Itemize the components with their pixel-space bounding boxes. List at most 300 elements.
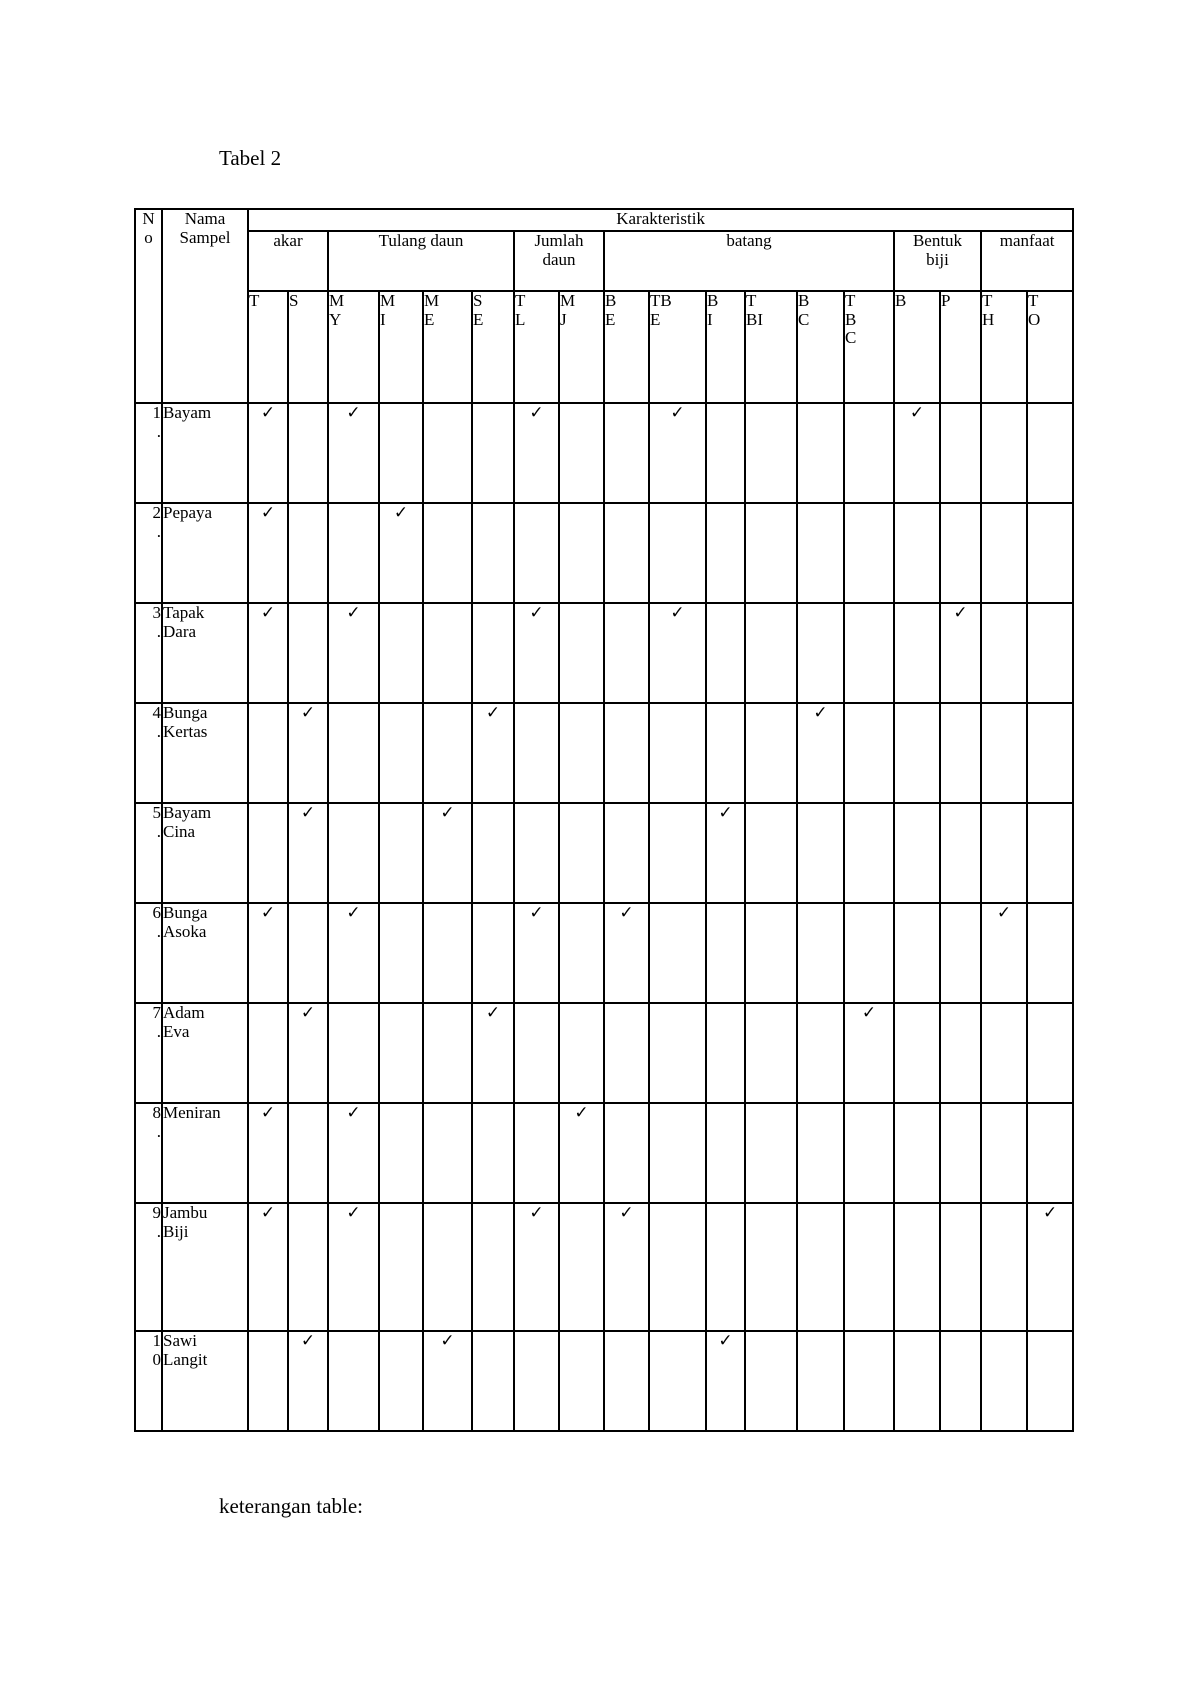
- text-line: Bentuk: [912, 231, 963, 250]
- text-line: B: [845, 309, 857, 329]
- text-line: T: [515, 291, 526, 310]
- check-cell: [844, 803, 894, 903]
- check-cell: [379, 1003, 423, 1103]
- table-row: [135, 1203, 1073, 1331]
- check-cell: [559, 1103, 604, 1203]
- table-row: [135, 903, 1073, 1003]
- text-line: 9: [152, 1203, 161, 1222]
- check-cell: [745, 503, 797, 603]
- row-number: [135, 1203, 162, 1331]
- check-cell: [248, 1203, 288, 1331]
- check-cell: [981, 1331, 1027, 1431]
- check-cell: [559, 1203, 604, 1331]
- check-cell: [423, 803, 472, 903]
- check-cell: [745, 1203, 797, 1331]
- check-cell: [328, 1103, 379, 1203]
- table-row: [135, 1003, 1073, 1103]
- check-cell: [328, 703, 379, 803]
- check-cell: [472, 1331, 514, 1431]
- check-cell: [894, 403, 940, 503]
- check-mark-icon: ✓: [485, 703, 501, 723]
- check-cell: [604, 403, 649, 503]
- check-cell: [940, 603, 981, 703]
- check-mark-icon: ✓: [260, 603, 276, 623]
- text-line: L: [515, 309, 526, 329]
- check-cell: [1027, 803, 1073, 903]
- check-cell: [514, 703, 559, 803]
- check-cell: [472, 1203, 514, 1331]
- check-cell: [559, 603, 604, 703]
- sample-name: [162, 803, 248, 903]
- check-cell: [1027, 703, 1073, 803]
- check-mark-icon: ✓: [260, 503, 276, 523]
- check-cell: [894, 503, 940, 603]
- check-cell: [379, 403, 423, 503]
- check-cell: [797, 403, 844, 503]
- check-cell: [649, 403, 706, 503]
- column-code: [745, 291, 797, 403]
- check-cell: [745, 403, 797, 503]
- check-cell: [559, 703, 604, 803]
- check-cell: [1027, 503, 1073, 603]
- text-line: 0: [152, 1349, 161, 1369]
- check-cell: [706, 703, 745, 803]
- check-cell: [423, 1203, 472, 1331]
- check-cell: [514, 1103, 559, 1203]
- characteristics-table: [134, 208, 1074, 1432]
- check-cell: [940, 703, 981, 803]
- text-line: Tulang daun: [378, 231, 464, 250]
- check-cell: [379, 503, 423, 603]
- check-cell: [514, 1331, 559, 1431]
- check-cell: [379, 703, 423, 803]
- column-code: [514, 291, 559, 403]
- check-cell: [559, 503, 604, 603]
- check-cell: [894, 703, 940, 803]
- check-cell: [248, 1331, 288, 1431]
- sample-name: [162, 603, 248, 703]
- header-row-groups: [135, 231, 1073, 291]
- check-cell: [940, 1203, 981, 1331]
- group-header: [604, 231, 894, 291]
- text-line: Dara: [163, 621, 197, 641]
- column-code: [649, 291, 706, 403]
- text-line: P: [941, 291, 951, 310]
- check-mark-icon: ✓: [619, 1203, 634, 1223]
- text-line: Nama: [184, 209, 226, 228]
- check-cell: [328, 903, 379, 1003]
- text-line: .: [156, 521, 161, 541]
- check-cell: [288, 403, 328, 503]
- check-cell: [981, 703, 1027, 803]
- check-mark-icon: ✓: [346, 1203, 361, 1223]
- check-cell: [797, 1003, 844, 1103]
- text-line: Bunga: [163, 903, 208, 922]
- check-mark-icon: ✓: [619, 903, 634, 923]
- check-mark-icon: ✓: [670, 603, 685, 623]
- text-line: Bayam: [163, 403, 212, 422]
- table-row: [135, 1103, 1073, 1203]
- text-line: N: [142, 209, 155, 228]
- check-cell: [248, 1103, 288, 1203]
- check-cell: [649, 503, 706, 603]
- text-line: 2: [152, 503, 161, 522]
- check-cell: [797, 903, 844, 1003]
- text-line: 1: [152, 403, 161, 422]
- row-number: [135, 903, 162, 1003]
- check-cell: [248, 903, 288, 1003]
- check-cell: [797, 703, 844, 803]
- table-row: [135, 803, 1073, 903]
- check-cell: [604, 803, 649, 903]
- header-row-codes: [135, 291, 1073, 403]
- check-cell: [379, 1103, 423, 1203]
- column-code: [706, 291, 745, 403]
- check-cell: [1027, 1103, 1073, 1203]
- check-cell: [379, 1203, 423, 1331]
- check-cell: [706, 403, 745, 503]
- column-code: [894, 291, 940, 403]
- check-cell: [649, 903, 706, 1003]
- check-cell: [745, 703, 797, 803]
- check-mark-icon: ✓: [440, 803, 455, 823]
- check-cell: [514, 1003, 559, 1103]
- check-cell: [328, 503, 379, 603]
- check-cell: [940, 803, 981, 903]
- text-line: 6: [152, 903, 161, 922]
- check-mark-icon: ✓: [393, 503, 409, 523]
- check-cell: [472, 1003, 514, 1103]
- check-cell: [844, 503, 894, 603]
- text-line: .: [156, 1221, 161, 1241]
- text-line: .: [156, 721, 161, 741]
- sample-name: [162, 1103, 248, 1203]
- text-line: Bunga: [163, 703, 208, 722]
- check-mark-icon: ✓: [996, 903, 1012, 923]
- text-line: M: [380, 291, 396, 310]
- text-line: I: [380, 309, 386, 329]
- check-cell: [559, 1003, 604, 1103]
- check-cell: [514, 903, 559, 1003]
- row-number: [135, 803, 162, 903]
- check-cell: [844, 1103, 894, 1203]
- check-mark-icon: ✓: [953, 603, 968, 623]
- text-line: O: [1028, 309, 1041, 329]
- column-code: [328, 291, 379, 403]
- check-cell: [649, 603, 706, 703]
- check-cell: [797, 1331, 844, 1431]
- text-line: Langit: [163, 1349, 208, 1369]
- text-line: Adam: [163, 1003, 205, 1022]
- check-mark-icon: ✓: [346, 403, 361, 423]
- check-cell: [797, 603, 844, 703]
- check-mark-icon: ✓: [440, 1331, 455, 1351]
- text-line: Jumlah: [534, 231, 584, 250]
- text-line: akar: [273, 231, 303, 250]
- check-cell: [797, 803, 844, 903]
- characteristics-header: Karakteristik: [248, 209, 1073, 231]
- text-line: Cina: [163, 821, 196, 841]
- text-line: batang: [726, 231, 772, 250]
- group-header: [894, 231, 981, 291]
- check-cell: [472, 603, 514, 703]
- column-code: [981, 291, 1027, 403]
- check-cell: [894, 803, 940, 903]
- check-cell: [604, 1103, 649, 1203]
- text-line: Pepaya: [163, 503, 213, 522]
- text-line: daun: [542, 249, 576, 269]
- row-number: [135, 403, 162, 503]
- check-mark-icon: ✓: [485, 1003, 501, 1023]
- check-cell: [649, 803, 706, 903]
- check-cell: [1027, 403, 1073, 503]
- sample-name: [162, 503, 248, 603]
- check-cell: [706, 1003, 745, 1103]
- check-cell: [981, 1203, 1027, 1331]
- text-line: Kertas: [163, 721, 208, 741]
- check-mark-icon: ✓: [346, 903, 361, 923]
- check-cell: [706, 1331, 745, 1431]
- group-header: [514, 231, 604, 291]
- sample-name: [162, 1203, 248, 1331]
- row-number: [135, 603, 162, 703]
- text-line: B: [707, 291, 719, 310]
- text-line: .: [156, 1121, 161, 1141]
- check-cell: [288, 1331, 328, 1431]
- check-cell: [379, 603, 423, 703]
- check-cell: [706, 903, 745, 1003]
- column-code: [559, 291, 604, 403]
- check-cell: [981, 1103, 1027, 1203]
- text-line: Biji: [163, 1221, 189, 1241]
- text-line: B: [605, 291, 617, 310]
- check-cell: [745, 1003, 797, 1103]
- check-mark-icon: ✓: [909, 403, 925, 423]
- check-mark-icon: ✓: [813, 703, 828, 723]
- check-cell: [559, 403, 604, 503]
- check-cell: [604, 1203, 649, 1331]
- text-line: Eva: [163, 1021, 190, 1041]
- check-mark-icon: ✓: [346, 603, 361, 623]
- check-cell: [981, 803, 1027, 903]
- text-line: 1: [152, 1331, 161, 1350]
- check-cell: [940, 1003, 981, 1103]
- check-cell: [745, 603, 797, 703]
- check-cell: [745, 803, 797, 903]
- check-cell: [894, 1203, 940, 1331]
- check-cell: [248, 403, 288, 503]
- check-cell: [288, 803, 328, 903]
- table-note: keterangan table:: [219, 1494, 364, 1518]
- check-cell: [514, 503, 559, 603]
- check-cell: [559, 903, 604, 1003]
- text-line: E: [605, 309, 616, 329]
- sample-name: [162, 1331, 248, 1431]
- check-cell: [288, 1003, 328, 1103]
- column-code: [844, 291, 894, 403]
- check-cell: [649, 1103, 706, 1203]
- check-cell: [1027, 1331, 1073, 1431]
- table-row: [135, 603, 1073, 703]
- check-cell: [288, 903, 328, 1003]
- check-cell: [894, 1003, 940, 1103]
- text-line: manfaat: [999, 231, 1055, 250]
- text-line: Tapak: [163, 603, 205, 622]
- check-cell: [423, 1331, 472, 1431]
- header-row-1: [135, 209, 1073, 231]
- text-line: T: [746, 291, 757, 310]
- table-row: [135, 403, 1073, 503]
- check-cell: [328, 1203, 379, 1331]
- text-line: Sawi: [163, 1331, 197, 1350]
- check-cell: [844, 703, 894, 803]
- check-cell: [248, 803, 288, 903]
- check-cell: [288, 503, 328, 603]
- check-cell: [379, 803, 423, 903]
- check-cell: [1027, 1203, 1073, 1331]
- check-cell: [423, 603, 472, 703]
- check-cell: [797, 1103, 844, 1203]
- row-number: [135, 703, 162, 803]
- check-cell: [472, 403, 514, 503]
- table-row: [135, 503, 1073, 603]
- text-line: M: [329, 291, 345, 310]
- text-line: TB: [650, 291, 672, 310]
- text-line: T: [982, 291, 993, 310]
- check-mark-icon: ✓: [529, 1203, 544, 1223]
- text-line: B: [798, 291, 810, 310]
- check-cell: [981, 903, 1027, 1003]
- check-cell: [649, 703, 706, 803]
- row-number: [135, 1103, 162, 1203]
- check-cell: [328, 603, 379, 703]
- row-number: [135, 1003, 162, 1103]
- check-mark-icon: ✓: [346, 1103, 361, 1123]
- check-cell: [514, 1203, 559, 1331]
- check-cell: [649, 1003, 706, 1103]
- check-cell: [514, 803, 559, 903]
- column-code: [1027, 291, 1073, 403]
- row-number: [135, 503, 162, 603]
- row-number: [135, 1331, 162, 1431]
- column-code: [472, 291, 514, 403]
- check-cell: [797, 1203, 844, 1331]
- text-line: M: [560, 291, 576, 310]
- check-mark-icon: ✓: [300, 1003, 316, 1023]
- check-cell: [604, 1331, 649, 1431]
- text-line: 3: [152, 603, 161, 622]
- text-line: T: [249, 291, 260, 310]
- text-line: C: [798, 309, 810, 329]
- check-mark-icon: ✓: [260, 403, 276, 423]
- text-line: o: [144, 227, 153, 247]
- check-mark-icon: ✓: [1042, 1203, 1058, 1223]
- check-cell: [981, 503, 1027, 603]
- check-cell: [706, 803, 745, 903]
- text-line: .: [156, 421, 161, 441]
- text-line: M: [424, 291, 440, 310]
- check-cell: [844, 1331, 894, 1431]
- check-cell: [706, 503, 745, 603]
- text-line: Bayam: [163, 803, 212, 822]
- check-cell: [604, 603, 649, 703]
- check-cell: [745, 1103, 797, 1203]
- check-cell: [288, 1203, 328, 1331]
- check-mark-icon: ✓: [300, 1331, 316, 1351]
- text-line: E: [424, 309, 435, 329]
- group-header: [248, 231, 328, 291]
- check-cell: [328, 403, 379, 503]
- check-cell: [1027, 1003, 1073, 1103]
- check-cell: [745, 903, 797, 1003]
- check-cell: [288, 603, 328, 703]
- check-cell: [981, 603, 1027, 703]
- check-cell: [894, 1103, 940, 1203]
- check-mark-icon: ✓: [260, 903, 276, 923]
- check-cell: [472, 503, 514, 603]
- text-line: Jambu: [163, 1203, 208, 1222]
- check-cell: [981, 403, 1027, 503]
- column-code: [379, 291, 423, 403]
- check-cell: [1027, 603, 1073, 703]
- check-cell: [604, 503, 649, 603]
- check-cell: [559, 803, 604, 903]
- check-cell: [472, 1103, 514, 1203]
- text-line: S: [473, 291, 483, 310]
- group-header: [328, 231, 514, 291]
- check-cell: [940, 1103, 981, 1203]
- check-cell: [797, 503, 844, 603]
- check-cell: [894, 903, 940, 1003]
- column-code: [288, 291, 328, 403]
- check-cell: [288, 703, 328, 803]
- check-cell: [604, 1003, 649, 1103]
- text-line: .: [156, 821, 161, 841]
- table-caption: Tabel 2: [219, 146, 282, 170]
- text-line: E: [650, 309, 661, 329]
- check-cell: [514, 403, 559, 503]
- table-row: [135, 703, 1073, 803]
- text-line: Sampel: [179, 227, 231, 247]
- check-cell: [844, 1203, 894, 1331]
- check-cell: [981, 1003, 1027, 1103]
- text-line: biji: [926, 249, 949, 269]
- text-line: .: [156, 621, 161, 641]
- check-cell: [472, 703, 514, 803]
- check-cell: [940, 903, 981, 1003]
- sample-name: [162, 703, 248, 803]
- check-cell: [423, 403, 472, 503]
- check-cell: [472, 803, 514, 903]
- check-cell: [328, 1331, 379, 1431]
- column-code: [248, 291, 288, 403]
- check-cell: [472, 903, 514, 1003]
- check-cell: [379, 1331, 423, 1431]
- check-cell: [844, 603, 894, 703]
- check-mark-icon: ✓: [574, 1103, 589, 1123]
- check-cell: [328, 1003, 379, 1103]
- check-cell: [649, 1203, 706, 1331]
- check-cell: [423, 703, 472, 803]
- check-cell: [248, 1003, 288, 1103]
- check-cell: [706, 603, 745, 703]
- text-line: Meniran: [163, 1103, 221, 1122]
- text-line: T: [1028, 291, 1039, 310]
- text-line: T: [845, 291, 856, 310]
- check-mark-icon: ✓: [861, 1003, 877, 1023]
- column-code: [797, 291, 844, 403]
- check-cell: [844, 403, 894, 503]
